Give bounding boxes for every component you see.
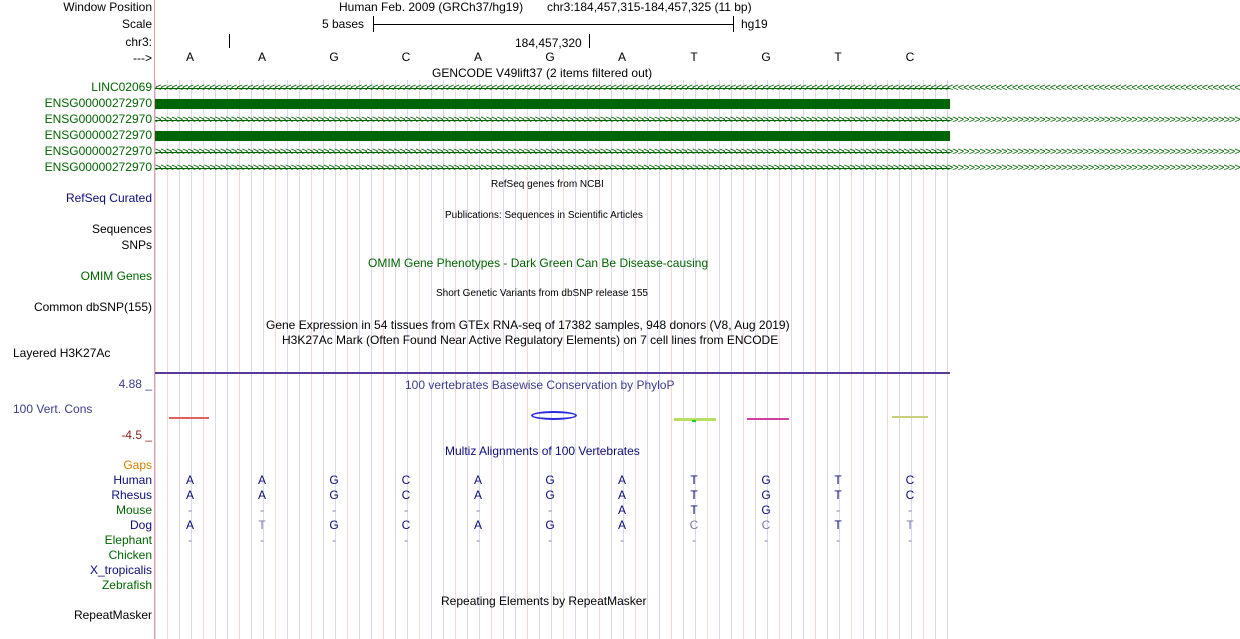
elephant-aligned-base: - xyxy=(548,533,552,547)
human-aligned-base: G xyxy=(545,473,555,487)
refseq-track-title: RefSeq genes from NCBI xyxy=(491,179,604,190)
track-label-ensg-1[interactable]: ENSG00000272970 xyxy=(44,96,152,110)
human-aligned-base: T xyxy=(834,473,842,487)
rhesus-aligned-base: G xyxy=(329,488,339,502)
sequence-base: T xyxy=(690,50,698,64)
track-label-refseq-curated[interactable]: RefSeq Curated xyxy=(65,191,152,205)
mouse-aligned-base: - xyxy=(908,503,912,517)
assembly-title: Human Feb. 2009 (GRCh37/hg19) xyxy=(339,0,524,14)
dog-aligned-base: T xyxy=(906,518,914,532)
sequence-base: A xyxy=(473,50,482,64)
label-chromosome: chr3: xyxy=(125,35,152,49)
dog-aligned-base: C xyxy=(689,518,699,532)
mouse-aligned-base: - xyxy=(332,503,336,517)
scale-text: 5 bases xyxy=(322,17,365,31)
cons-mark-1 xyxy=(169,417,209,419)
elephant-aligned-base: - xyxy=(692,533,696,547)
coordinate-label: 184,457,320 xyxy=(515,36,582,50)
species-label-elephant[interactable]: Elephant xyxy=(104,533,152,547)
elephant-aligned-base: - xyxy=(836,533,840,547)
mouse-aligned-base: - xyxy=(548,503,552,517)
gene-ensg-2[interactable]: >>>>>>>>>>>>>>>>>>>>>>>>>>>>>>>>>>>>>>>>>>>>>>>>>>>>>>>>>>>>>>>>>>>>>>>>>>>>>>>>>>>>>>>>>>>>>>>>>>>>>>>>>>>>>>>>>>>>>>>>>>>>>>>>>>>>>>>>>>>>>>>>>>>>>>>>>>>>>>>>>>>>>>>>>>>>>>>>>>>>>>>>>>>>>>>>>>>>>>>> xyxy=(155,114,1240,126)
track-label-100-vert-cons[interactable]: 100 Vert. Cons xyxy=(13,402,93,416)
dog-aligned-base: A xyxy=(185,518,194,532)
mouse-aligned-base: - xyxy=(476,503,480,517)
repeatmasker-track-title: Repeating Elements by RepeatMasker xyxy=(441,594,647,608)
phylop-track-title: 100 vertebrates Basewise Conservation by PhyloP xyxy=(405,378,675,392)
human-aligned-base: G xyxy=(761,473,771,487)
rhesus-aligned-base: A xyxy=(257,488,266,502)
human-aligned-base: G xyxy=(329,473,339,487)
dog-aligned-base: C xyxy=(761,518,771,532)
scale-bar-right-tick xyxy=(733,16,734,32)
mouse-aligned-base: T xyxy=(690,503,698,517)
rhesus-aligned-base: G xyxy=(545,488,555,502)
window-position-text: chr3:184,457,315-184,457,325 (11 bp) xyxy=(547,0,752,14)
track-label-repeatmasker[interactable]: RepeatMasker xyxy=(73,608,152,622)
omim-track-title: OMIM Gene Phenotypes - Dark Green Can Be Disease-causing xyxy=(368,256,709,270)
phylop-max-value: 4.88 _ xyxy=(118,377,152,391)
elephant-aligned-base: - xyxy=(404,533,408,547)
sequence-base: G xyxy=(329,50,339,64)
dog-aligned-base: C xyxy=(401,518,411,532)
track-label-snps[interactable]: SNPs xyxy=(121,238,152,252)
dog-aligned-base: A xyxy=(617,518,626,532)
species-label-mouse[interactable]: Mouse xyxy=(115,503,152,517)
gtex-track-title: Gene Expression in 54 tissues from GTEx RNA-seq of 17382 samples, 948 donors (V8, Aug 2019) xyxy=(266,318,790,332)
sequence-base: G xyxy=(545,50,555,64)
species-label-human[interactable]: Human xyxy=(113,473,152,487)
sequence-base: C xyxy=(905,50,915,64)
species-label-zebrafish[interactable]: Zebrafish xyxy=(101,578,152,592)
gene-ensg-5[interactable]: >>>>>>>>>>>>>>>>>>>>>>>>>>>>>>>>>>>>>>>>>>>>>>>>>>>>>>>>>>>>>>>>>>>>>>>>>>>>>>>>>>>>>>>>>>>>>>>>>>>>>>>>>>>>>>>>>>>>>>>>>>>>>>>>>>>>>>>>>>>>>>>>>>>>>>>>>>>>>>>>>>>>>>>>>>>>>>>>>>>>>>>>>>>>>>>>>>>>>>>> xyxy=(155,162,1240,174)
human-aligned-base: T xyxy=(690,473,698,487)
gene-ensg-4[interactable]: >>>>>>>>>>>>>>>>>>>>>>>>>>>>>>>>>>>>>>>>>>>>>>>>>>>>>>>>>>>>>>>>>>>>>>>>>>>>>>>>>>>>>>>>>>>>>>>>>>>>>>>>>>>>>>>>>>>>>>>>>>>>>>>>>>>>>>>>>>>>>>>>>>>>>>>>>>>>>>>>>>>>>>>>>>>>>>>>>>>>>>>>>>>>>>>>>>>>>>>> xyxy=(155,146,1240,158)
coord-tick-left xyxy=(229,34,230,48)
h3k27ac-track-title: H3K27Ac Mark (Often Found Near Active Regulatory Elements) on 7 cell lines from ENCODE xyxy=(282,333,779,347)
track-label-ensg-5[interactable]: ENSG00000272970 xyxy=(44,160,152,174)
label-window-position: Window Position xyxy=(63,0,152,14)
track-label-ensg-3[interactable]: ENSG00000272970 xyxy=(44,128,152,142)
label-strand: ---> xyxy=(133,51,152,65)
scale-bar-left-tick xyxy=(373,16,374,32)
track-label-omim-genes[interactable]: OMIM Genes xyxy=(80,269,152,283)
gencode-track-title: GENCODE V49lift37 (2 items filtered out) xyxy=(432,66,653,80)
human-aligned-base: C xyxy=(401,473,411,487)
dog-aligned-base: A xyxy=(473,518,482,532)
dbsnp-track-title: Short Genetic Variants from dbSNP release 155 xyxy=(436,288,648,299)
scale-bar xyxy=(373,24,733,25)
track-labels-panel xyxy=(0,0,154,639)
rhesus-aligned-base: A xyxy=(185,488,194,502)
mouse-aligned-base: - xyxy=(836,503,840,517)
track-label-gaps[interactable]: Gaps xyxy=(123,458,152,472)
elephant-aligned-base: - xyxy=(188,533,192,547)
browser-image[interactable] xyxy=(155,0,1240,639)
track-label-common-dbsnp[interactable]: Common dbSNP(155) xyxy=(33,300,152,314)
human-aligned-base: A xyxy=(185,473,194,487)
multiz-track-title: Multiz Alignments of 100 Vertebrates xyxy=(445,444,640,458)
cons-mark-t-dot xyxy=(692,420,696,422)
phylop-min-value: -4.5 _ xyxy=(121,428,152,442)
human-aligned-base: A xyxy=(617,473,626,487)
rhesus-aligned-base: A xyxy=(617,488,626,502)
label-scale: Scale xyxy=(121,17,152,31)
cons-mark-g xyxy=(531,411,577,420)
elephant-aligned-base: - xyxy=(332,533,336,547)
rhesus-aligned-base: A xyxy=(473,488,482,502)
elephant-aligned-base: - xyxy=(620,533,624,547)
dog-aligned-base: T xyxy=(258,518,266,532)
track-label-ensg-2[interactable]: ENSG00000272970 xyxy=(44,112,152,126)
track-separator xyxy=(155,372,950,374)
track-label-layered-h3k27ac[interactable]: Layered H3K27Ac xyxy=(13,346,111,360)
rhesus-aligned-base: T xyxy=(690,488,698,502)
elephant-aligned-base: - xyxy=(260,533,264,547)
publications-track-title: Publications: Sequences in Scientific Articles xyxy=(445,210,643,221)
cons-mark-c xyxy=(892,416,928,418)
elephant-aligned-base: - xyxy=(908,533,912,547)
sequence-base: A xyxy=(185,50,194,64)
human-aligned-base: A xyxy=(473,473,482,487)
mouse-aligned-base: - xyxy=(260,503,264,517)
species-label-x-tropicalis[interactable]: X_tropicalis xyxy=(89,563,152,577)
db-name: hg19 xyxy=(741,17,768,31)
elephant-aligned-base: - xyxy=(764,533,768,547)
rhesus-aligned-base: C xyxy=(401,488,411,502)
dog-aligned-base: T xyxy=(834,518,842,532)
rhesus-aligned-base: T xyxy=(834,488,842,502)
rhesus-aligned-base: C xyxy=(905,488,915,502)
dog-aligned-base: G xyxy=(545,518,555,532)
mouse-aligned-base: - xyxy=(188,503,192,517)
cons-mark-g2 xyxy=(747,418,789,420)
coord-tick-center xyxy=(589,34,590,48)
track-label-sequences[interactable]: Sequences xyxy=(91,222,152,236)
track-label-linc02069[interactable]: LINC02069 xyxy=(91,80,152,94)
mouse-aligned-base: A xyxy=(617,503,626,517)
sequence-base: A xyxy=(257,50,266,64)
dog-aligned-base: G xyxy=(329,518,339,532)
species-label-chicken[interactable]: Chicken xyxy=(108,548,152,562)
mouse-aligned-base: - xyxy=(404,503,408,517)
track-label-ensg-4[interactable]: ENSG00000272970 xyxy=(44,144,152,158)
gene-ensg-3[interactable] xyxy=(155,131,950,141)
species-label-rhesus[interactable]: Rhesus xyxy=(111,488,152,502)
rhesus-aligned-base: G xyxy=(761,488,771,502)
human-aligned-base: A xyxy=(257,473,266,487)
sequence-base: C xyxy=(401,50,411,64)
sequence-base: T xyxy=(834,50,842,64)
sequence-base: G xyxy=(761,50,771,64)
gene-linc02069[interactable]: <<<<<<<<<<<<<<<<<<<<<<<<<<<<<<<<<<<<<<<<<<<<<<<<<<<<<<<<<<<<<<<<<<<<<<<<<<<<<<<<<<<<<<<<<<<<<<<<<<<<<<<<<<<<<<<<<<<<<<<<<<<<<<<<<<<<<<<<<<<<<<<<<<<<<<<<<<<<<<<<<<<<<<<<<<<<<<<<<<<<<<<<<<<<<<<<<<<<<<<< xyxy=(155,82,1240,94)
mouse-aligned-base: G xyxy=(761,503,771,517)
species-label-dog[interactable]: Dog xyxy=(129,518,152,532)
sequence-base: A xyxy=(617,50,626,64)
elephant-aligned-base: - xyxy=(476,533,480,547)
human-aligned-base: C xyxy=(905,473,915,487)
gene-ensg-1[interactable] xyxy=(155,99,950,109)
